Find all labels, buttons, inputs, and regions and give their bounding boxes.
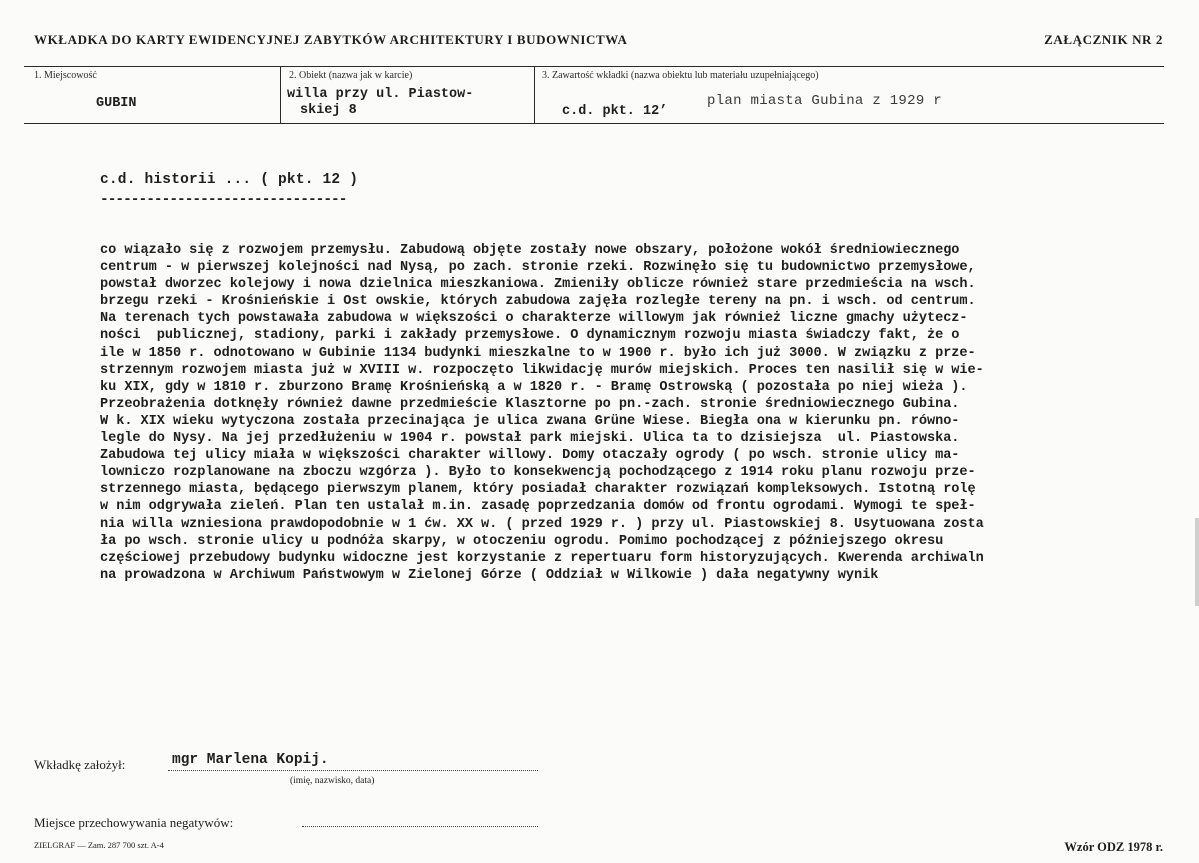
negatives-dotted-line (302, 826, 538, 827)
text-line: legle do Nysy. Na jej przedłużeniu w 1904 r. powstał park miejski. Ulica ta to dzisiejsza ul. Piastowska. (100, 431, 960, 447)
content-label: 3. Zawartość wkładki (nazwa obiektu lub materiału uzupełniającego) (542, 70, 819, 81)
text-line: powstał dworzec kolejowy i nowa dzielnica mieszkaniowa. Zmieniły oblicze również stare przedmieścia na wsch. (100, 277, 976, 293)
text-line: Zabudowa tej ulicy miała w większości charakter willowy. Domy otaczały ogrody ( po wsch. stronie ulicy ma- (100, 448, 960, 464)
text-line: brzegu rzeki - Krośnieńskie i Ost owskie, których zabudowa zajęła rozległe tereny na pn. i wsch. od centrum. (100, 294, 976, 310)
text-line: Na terenach tych powstawała zabudowa w większości o charakterze willowym jak również liczne gmachy użytecz- (100, 311, 968, 327)
created-by-hint: (imię, nazwisko, data) (290, 776, 375, 786)
form-model: Wzór ODZ 1978 r. (1064, 840, 1163, 854)
text-line: Przeobrażenia dotknęły również dawne przedmieście Klasztorne po pn.-zach. stronie średniowiecznego Gubina. (100, 396, 960, 412)
column-divider-2 (534, 66, 535, 124)
text-line: w nim odgrywała zieleń. Plan ten ustalał m.in. zasadę poprzedzania domów od frontu ogrodami. Wymogi te speł- (100, 499, 976, 515)
text-line: na prowadzona w Archiwum Państwowym w Zielonej Górze ( Oddział w Wilkowie ) dała negatywny wynik (100, 567, 879, 583)
negatives-location-label: Miejsce przechowywania negatywów: (34, 815, 234, 830)
header-top-rule (24, 66, 1164, 67)
object-label: 2. Obiekt (nazwa jak w karcie) (289, 70, 413, 81)
text-line: centrum - w pierwszej kolejności nad Nysą, po zach. stronie rzeki. Rozwinęło się tu budownictwo przemysłowe, (100, 260, 976, 276)
text-line: strzennego miasta, będącego pierwszym planem, który posiadał charakter rozwiązań kompleksowych. Istotną rolę (100, 482, 976, 498)
printer-imprint: ZIELGRAF — Zam. 287 700 szt. A-4 (34, 840, 164, 850)
header-bottom-rule (24, 123, 1164, 124)
text-line: ności publicznej, stadiony, parki i zakłady przemysłowe. O dynamicznym rozwoju miasta świadczy fakt, że o (100, 328, 960, 344)
text-line: nia willa wzniesiona prawdopodobnie w 1 ćw. XX w. ( przed 1929 r. ) przy ul. Piastowskiej 8. Usytuowana zosta (100, 516, 984, 532)
text-line: ła po wsch. stronie ulicy u podnóża skarpy, w otoczeniu ogrodu. Pomimo pochodzącej z późniejszego okresu (100, 533, 944, 549)
section-heading: c.d. historii ... ( pkt. 12 ) (100, 172, 359, 188)
text-line: częściowej przebudowy budynku widoczne jest korzystanie z repertuaru form historyzujących. Kwerenda archiwaln (100, 550, 984, 566)
locality-value: GUBIN (96, 96, 137, 111)
text-line: strzennym rozwojem miasta już w XVIII w. rozpoczęto likwidację murów miejskich. Proces ten nasilił się w wie- (100, 362, 984, 378)
text-line: ile w 1850 r. odnotowano w Gubinie 1134 budynki mieszkalne to w 1900 r. było ich już 3000. W związku z prze- (100, 345, 976, 361)
attachment-number: ZAŁĄCZNIK NR 2 (1044, 32, 1163, 47)
created-by-value: mgr Marlena Kopij. (172, 752, 329, 768)
text-line: co wiązało się z rozwojem przemysłu. Zabudową objęte zostały nowe obszary, położone wokół średniowiecznego (100, 243, 960, 258)
object-value-line-2: skiej 8 (300, 103, 357, 118)
form-title: WKŁADKA DO KARTY EWIDENCYJNEJ ZABYTKÓW ARCHITEKTURY I BUDOWNICTWA (34, 32, 628, 47)
created-by-dotted-line (168, 770, 538, 771)
object-value-line-1: willa przy ul. Piastow- (287, 87, 474, 102)
page-edge-mark (1195, 518, 1199, 606)
text-line: ku XIX, gdy w 1810 r. zburzono Bramę Krośnieńską a w 1820 r. - Bramę Ostrowską ( pozostała po niej wieża ). (100, 379, 968, 395)
text-line: lowniczo rozplanowane na zboczu wzgórza ). Było to konsekwencją pochodzącego z 1914 roku planu rozwoju prze- (100, 465, 976, 481)
content-value: c.d. pkt. 12’ (562, 104, 668, 119)
history-text (100, 242, 1190, 584)
locality-label: 1. Miejscowość (34, 70, 97, 81)
column-divider-1 (280, 66, 281, 124)
content-extra: plan miasta Gubina z 1929 r (707, 93, 942, 109)
created-by-label: Wkładkę założył: (34, 757, 126, 772)
text-line: W k. XIX wieku wytyczona została przecinająca je ulica zwana Grüne Wiese. Biegła ona w kierunku pn. równo- (100, 413, 960, 429)
section-underline: -------------------------------- (100, 192, 347, 208)
